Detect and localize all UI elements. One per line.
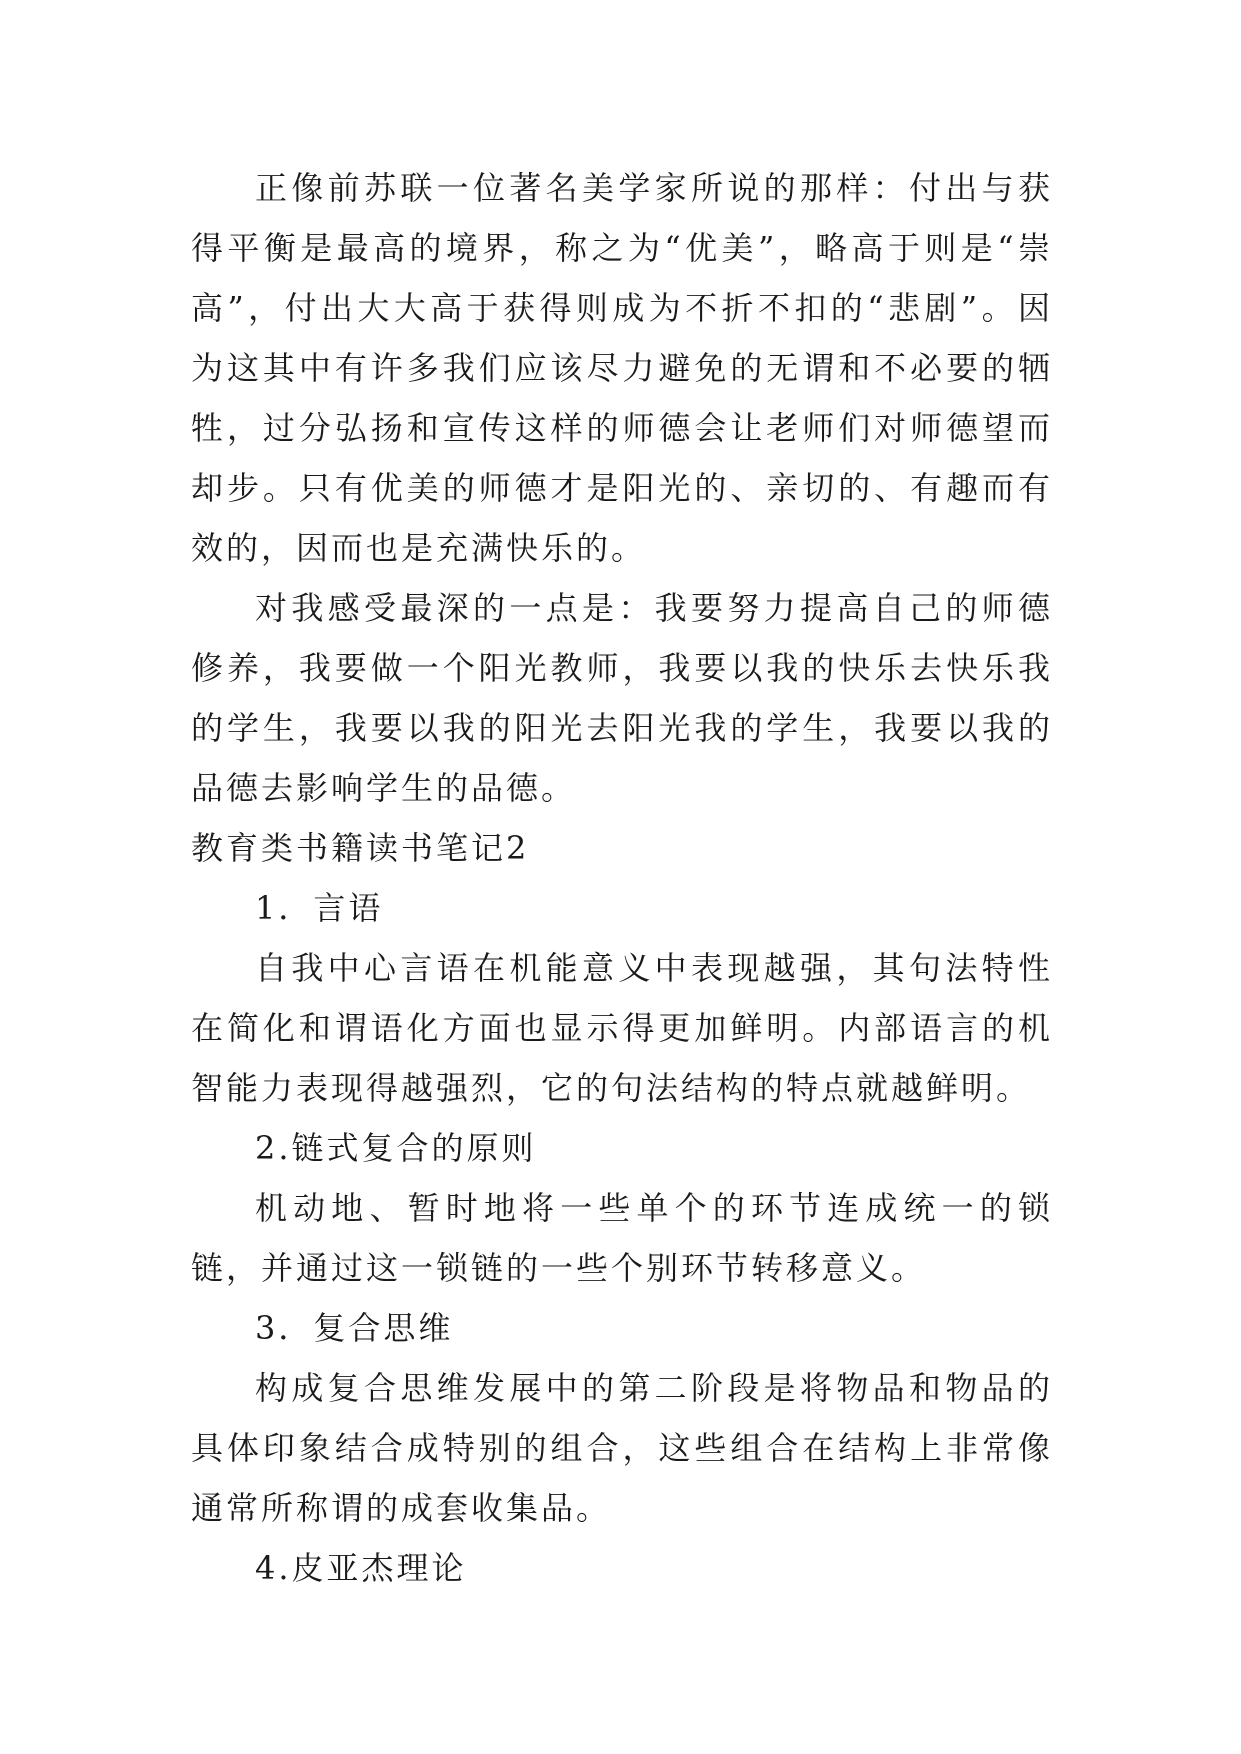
item-heading-chain-complex: 2.链式复合的原则 [255, 1129, 537, 1167]
item-heading-piaget: 4.皮亚杰理论 [255, 1549, 467, 1587]
paragraph-aesthetics: 正像前苏联一位著名美学家所说的那样：付出与获得平衡是最高的境界，称之为“优美”，略高于则是“崇高”，付出大大高于获得则成为不折不扣的“悲剧”。因为这其中有许多我们应该尽力避免的无谓和不必要的牺牲，过分弘扬和宣传这样的师德会让老师们对师德望而却步。只有优美的师德才是阳光的、亲切的、有趣而有效的，因而也是充满快乐的。 [191, 169, 1053, 567]
paragraph-deepest-feeling: 对我感受最深的一点是：我要努力提高自己的师德修养，我要做一个阳光教师，我要以我的快乐去快乐我的学生，我要以我的阳光去阳光我的学生，我要以我的品德去影响学生的品德。 [191, 589, 1053, 807]
item-heading-complex-thinking: 3．复合思维 [255, 1309, 454, 1347]
section-heading: 教育类书籍读书笔记2 [191, 829, 530, 867]
paragraph-complex-thinking: 构成复合思维发展中的第二阶段是将物品和物品的具体印象结合成特别的组合，这些组合在结构上非常像通常所称谓的成套收集品。 [191, 1369, 1053, 1527]
document-body [191, 158, 1053, 1598]
paragraph-chain-complex: 机动地、暂时地将一些单个的环节连成统一的锁链，并通过这一锁链的一些个别环节转移意义。 [191, 1189, 1053, 1287]
paragraph-egocentric-speech: 自我中心言语在机能意义中表现越强，其句法特性在简化和谓语化方面也显示得更加鲜明。内部语言的机智能力表现得越强烈，它的句法结构的特点就越鲜明。 [191, 949, 1053, 1107]
item-heading-speech: 1．言语 [255, 889, 384, 927]
